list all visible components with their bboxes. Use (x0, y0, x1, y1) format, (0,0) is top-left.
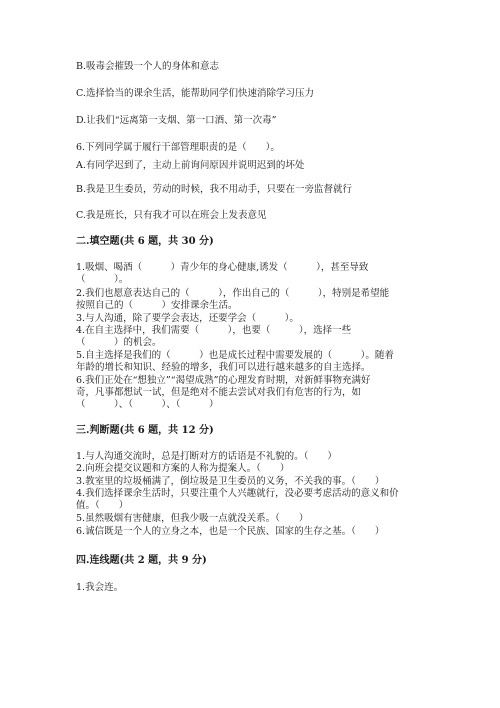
question-line: 1.我会连。 (76, 582, 124, 593)
question-line: 奇，凡事都想试一试，但是绝对不能去尝试对我们有危害的行为，如 (76, 387, 362, 398)
option-line: B.我是卫生委员，劳动的时候，我不用动手，只要在一旁监督就行 (76, 184, 353, 195)
section-heading: 四.连线题(共 2 题，共 9 分) (76, 555, 207, 566)
question-line: 年龄的增长和知识、经验的增多，我们可以进行越来越多的自主选择。 (76, 362, 371, 373)
question-line: 5.虽然吸烟有害健康，但我少吸一点就没关系。（ ） (76, 513, 309, 524)
question-line: 6.诚信既是一个人的立身之本，也是一个民族、国家的生存之基。（ ） (76, 526, 385, 537)
question-line: （ ）的机会。 (76, 337, 162, 348)
question-line: （ ）、（ ）、（ ） (76, 399, 219, 410)
option-line: C.选择恰当的课余生活，能帮助同学们快速消除学习压力 (76, 88, 314, 99)
question-line: 6.下列同学属于履行干部管理职责的是（ ）。 (76, 142, 280, 153)
question-line: 2.我们也愿意表达自己的（ ），作出自己的（ ），特别是希望能 (76, 288, 390, 299)
question-line: （ ）。 (76, 274, 129, 285)
question-line: 3.与人沟通，除了要学会表达，还要学会（ ）。 (76, 313, 299, 324)
question-line: 1.吸烟、喝酒（ ）青少年的身心健康,诱发（ ），甚至导致 (76, 262, 369, 273)
question-line: 值。（ ） (76, 500, 129, 511)
question-line: 4.我们选择课余生活时，只要注重个人兴趣就行，没必要考虑活动的意义和价 (76, 488, 399, 499)
section-heading: 二.填空题(共 6 题，共 30 分) (76, 236, 214, 247)
question-line: 4.在自主选择中，我们需要（ ），也要（ ），选择一些 (76, 325, 352, 336)
section-heading: 三.判断题(共 6 题，共 12 分) (76, 425, 214, 436)
question-line: 6.我们正处在“想独立”“渴望成熟”的心理发育时期，对新鲜事物充满好 (76, 375, 371, 386)
option-line: C.我是班长，只有我才可以在班会上发表意见 (76, 210, 267, 221)
question-line: 1.与人沟通交流时，总是打断对方的话语是不礼貌的。（ ） (76, 451, 337, 462)
option-line: A.有同学迟到了，主动上前询问原因并说明迟到的坏处 (76, 160, 305, 171)
option-line: D.让我们“远离第一支烟、第一口酒、第一次毒” (76, 115, 277, 126)
question-line: 3.教室里的垃圾桶满了，倒垃圾是卫生委员的义务，不关我的事。（ ） (76, 476, 385, 487)
option-line: B.吸毒会摧毁一个人的身体和意志 (76, 61, 220, 72)
question-line: 5.自主选择是我们的（ ）也是成长过程中需要发展的（ ）。随着 (76, 350, 394, 361)
question-line: 按照自己的（ ）安排课余生活。 (76, 300, 238, 311)
question-line: 2.向班会提交议题和方案的人称为提案人。（ ） (76, 463, 290, 474)
